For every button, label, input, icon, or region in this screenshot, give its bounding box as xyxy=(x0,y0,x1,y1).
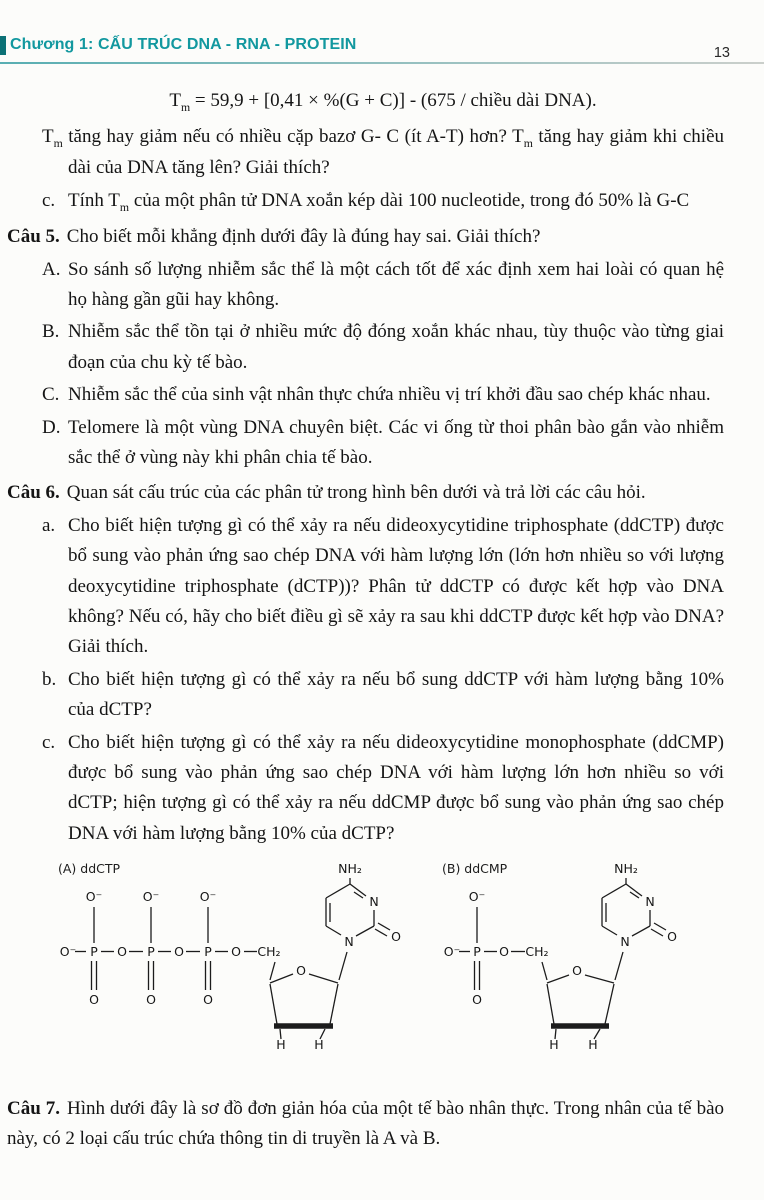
item-letter: C. xyxy=(42,384,60,406)
item-text: Telomere là một vùng DNA chuyên biệt. Các vi ống từ thoi phân bào gắn vào nhiễm sắc thể ở vùng này khi phân chia tế bào. xyxy=(68,416,724,469)
atom-label: O⁻ xyxy=(59,944,77,960)
tm-text: tăng hay giảm nếu có nhiều cặp bazơ G- C (ít A-T) hơn? T xyxy=(62,125,524,147)
question-7-text: Hình dưới đây là sơ đồ đơn giản hóa của một tế bào nhân thực. Trong nhân của tế bào này, có 2 loại cấu trúc chứa thông tin di truyền là A và B. xyxy=(7,1097,725,1149)
atom-label: H xyxy=(588,1037,598,1053)
item-text: Nhiễm sắc thể của sinh vật nhân thực chứa nhiều vị trí khởi đầu sao chép khác nhau. xyxy=(68,384,711,406)
question-5-label: Câu 5. xyxy=(7,226,60,248)
atom-label: P xyxy=(473,944,481,960)
question-6 xyxy=(7,478,724,508)
statement-d xyxy=(42,413,724,474)
tm-subscript: m xyxy=(53,136,63,150)
tm-text: tăng hay giảm khi chiều dài của DNA tăng lên? Giải thích? xyxy=(68,125,724,179)
atom-label: O⁻ xyxy=(468,889,486,905)
molecule-ddctp-label: (A) ddCTP xyxy=(58,861,121,877)
question-5 xyxy=(7,222,724,252)
bond-line xyxy=(270,984,277,1024)
bond-line xyxy=(326,884,350,898)
tm-text: của một phân tử DNA xoắn kép dài 100 nucleotide, trong đó 50% là G-C xyxy=(129,189,690,211)
question-7-label: Câu 7. xyxy=(7,1097,61,1119)
item-letter: D. xyxy=(42,416,61,438)
atom-label: H xyxy=(276,1037,286,1053)
atom-label: P xyxy=(147,944,155,960)
page-content xyxy=(7,86,725,1156)
atom-label: O xyxy=(231,944,241,960)
sub-question-c xyxy=(42,728,724,850)
item-text xyxy=(68,186,724,218)
chapter-title: Chương 1: CẤU TRÚC DNA - RNA - PROTEIN xyxy=(10,36,357,53)
bond-line xyxy=(602,884,626,898)
molecule-ddcmp-label: (B) ddCMP xyxy=(442,861,508,877)
bond-line xyxy=(270,974,293,983)
item-text: So sánh số lượng nhiễm sắc thể là một cách tốt để xác định xem hai loài có quan hệ họ hàng gần gũi hay không. xyxy=(68,258,724,311)
bond-line xyxy=(326,926,341,935)
atom-label: P xyxy=(204,944,212,960)
atom-label: CH₂ xyxy=(525,944,549,960)
question-6-text: Quan sát cấu trúc của các phân tử trong hình bên dưới và trả lời các câu hỏi. xyxy=(66,482,646,504)
molecule-ddctp-structure xyxy=(58,857,408,1077)
item-text: Cho biết hiện tượng gì có thể xảy ra nếu dideoxycytidine triphosphate (ddCTP) được bổ sung vào phản ứng sao chép DNA với hàm lượng lớn (lớn hơn nhiều so với lượng deoxycytidine triphosphate (dCTP))? Phân tử ddCTP có được kết hợp vào DNA không? Nếu có, hãy cho biết điều gì sẽ xảy ra sau khi ddCTP được kết hợp vào DNA? Giải thích. xyxy=(68,514,724,658)
statement-a xyxy=(42,255,724,316)
atom-label: O xyxy=(146,992,156,1008)
bond-line xyxy=(375,929,387,936)
molecule-ddcmp xyxy=(442,857,692,1087)
page-header xyxy=(0,34,764,68)
atom-label: N xyxy=(344,934,354,950)
atom-label: CH₂ xyxy=(257,944,281,960)
question-7 xyxy=(7,1094,724,1155)
atom-label: H xyxy=(314,1037,324,1053)
bond-line xyxy=(615,952,623,980)
item-letter: A. xyxy=(42,258,61,280)
molecule-ddcmp-structure xyxy=(442,857,692,1077)
bond-line xyxy=(356,926,374,936)
atom-label: N xyxy=(369,894,379,910)
bond-line xyxy=(585,975,614,983)
atom-label: N xyxy=(620,934,630,950)
bond-line xyxy=(547,984,554,1024)
atom-label: O⁻ xyxy=(199,889,217,905)
formula-pre: T xyxy=(169,90,182,111)
statement-b xyxy=(42,317,724,378)
item-text: Cho biết hiện tượng gì có thể xảy ra nếu bổ sung ddCTP với hàm lượng bằng 10% của dCTP? xyxy=(68,668,724,721)
bond-line xyxy=(330,984,338,1024)
atom-label: O xyxy=(499,944,509,960)
atom-label: H xyxy=(549,1037,559,1053)
atom-label: O xyxy=(296,963,306,979)
atom-label: P xyxy=(90,944,98,960)
item-text: Nhiễm sắc thể tồn tại ở nhiều mức độ đóng xoắn khác nhau, tùy thuộc vào từng giai đoạn của chu kỳ tế bào. xyxy=(68,321,724,373)
paragraph-tm-question xyxy=(42,122,724,184)
atom-label: O xyxy=(572,963,582,979)
atom-label: O xyxy=(667,929,677,945)
tm-subscript: m xyxy=(119,200,130,214)
atom-label: O xyxy=(89,992,99,1008)
tm-text: Tính T xyxy=(68,189,120,211)
bond-line xyxy=(378,923,390,930)
atom-label: O xyxy=(117,944,127,960)
bond-line xyxy=(547,975,569,983)
formula-post: = 59,9 + [0,41 × %(G + C)] - (675 / chiều dài DNA). xyxy=(190,90,597,111)
item-letter: c. xyxy=(42,731,56,753)
atom-label: O⁻ xyxy=(443,944,461,960)
atom-label: O xyxy=(203,992,213,1008)
atom-label: O xyxy=(391,929,401,945)
item-letter: b. xyxy=(42,668,57,690)
bond-line xyxy=(651,929,663,936)
page-number: 13 xyxy=(713,45,730,61)
bond-line xyxy=(309,974,338,983)
atom-label: O xyxy=(174,944,184,960)
atom-label: N xyxy=(645,894,655,910)
tm-text: T xyxy=(42,125,54,147)
bond-line xyxy=(654,923,666,930)
bond-line xyxy=(270,962,275,980)
formula-subscript: m xyxy=(181,100,191,114)
bond-line xyxy=(542,962,547,980)
header-accent-chip xyxy=(0,36,6,55)
atom-label: O xyxy=(472,992,482,1008)
question-5-text: Cho biết mỗi khẳng định dưới đây là đúng hay sai. Giải thích? xyxy=(66,226,541,248)
header-rule xyxy=(0,62,764,64)
sub-question-c-tm xyxy=(42,186,724,218)
sub-question-a xyxy=(42,511,724,663)
tm-subscript: m xyxy=(523,136,533,150)
bond-line xyxy=(602,926,617,935)
item-letter: c. xyxy=(42,189,56,211)
atom-label: NH₂ xyxy=(614,861,638,877)
bond-line xyxy=(339,952,347,980)
tm-formula xyxy=(42,86,724,118)
bond-line xyxy=(632,926,650,936)
item-text: Cho biết hiện tượng gì có thể xảy ra nếu dideoxycytidine monophosphate (ddCMP) được bổ sung vào phản ứng sao chép DNA với hàm lượng lớn hơn nhiều so với dCTP; hiện tượng gì có thể xảy ra nếu ddCMP được bổ sung vào phản ứng sao chép DNA với hàm lượng bằng 10% của dCTP? xyxy=(68,731,724,844)
bond-line xyxy=(605,984,614,1024)
atom-label: O⁻ xyxy=(85,889,103,905)
atom-label: O⁻ xyxy=(142,889,160,905)
item-letter: a. xyxy=(42,514,56,536)
item-letter: B. xyxy=(42,321,60,343)
molecule-ddctp xyxy=(58,857,408,1087)
question-6-label: Câu 6. xyxy=(7,482,60,504)
molecular-structures-figure xyxy=(42,857,724,1087)
sub-question-b xyxy=(42,665,724,726)
statement-c xyxy=(42,380,724,410)
atom-label: NH₂ xyxy=(338,861,362,877)
